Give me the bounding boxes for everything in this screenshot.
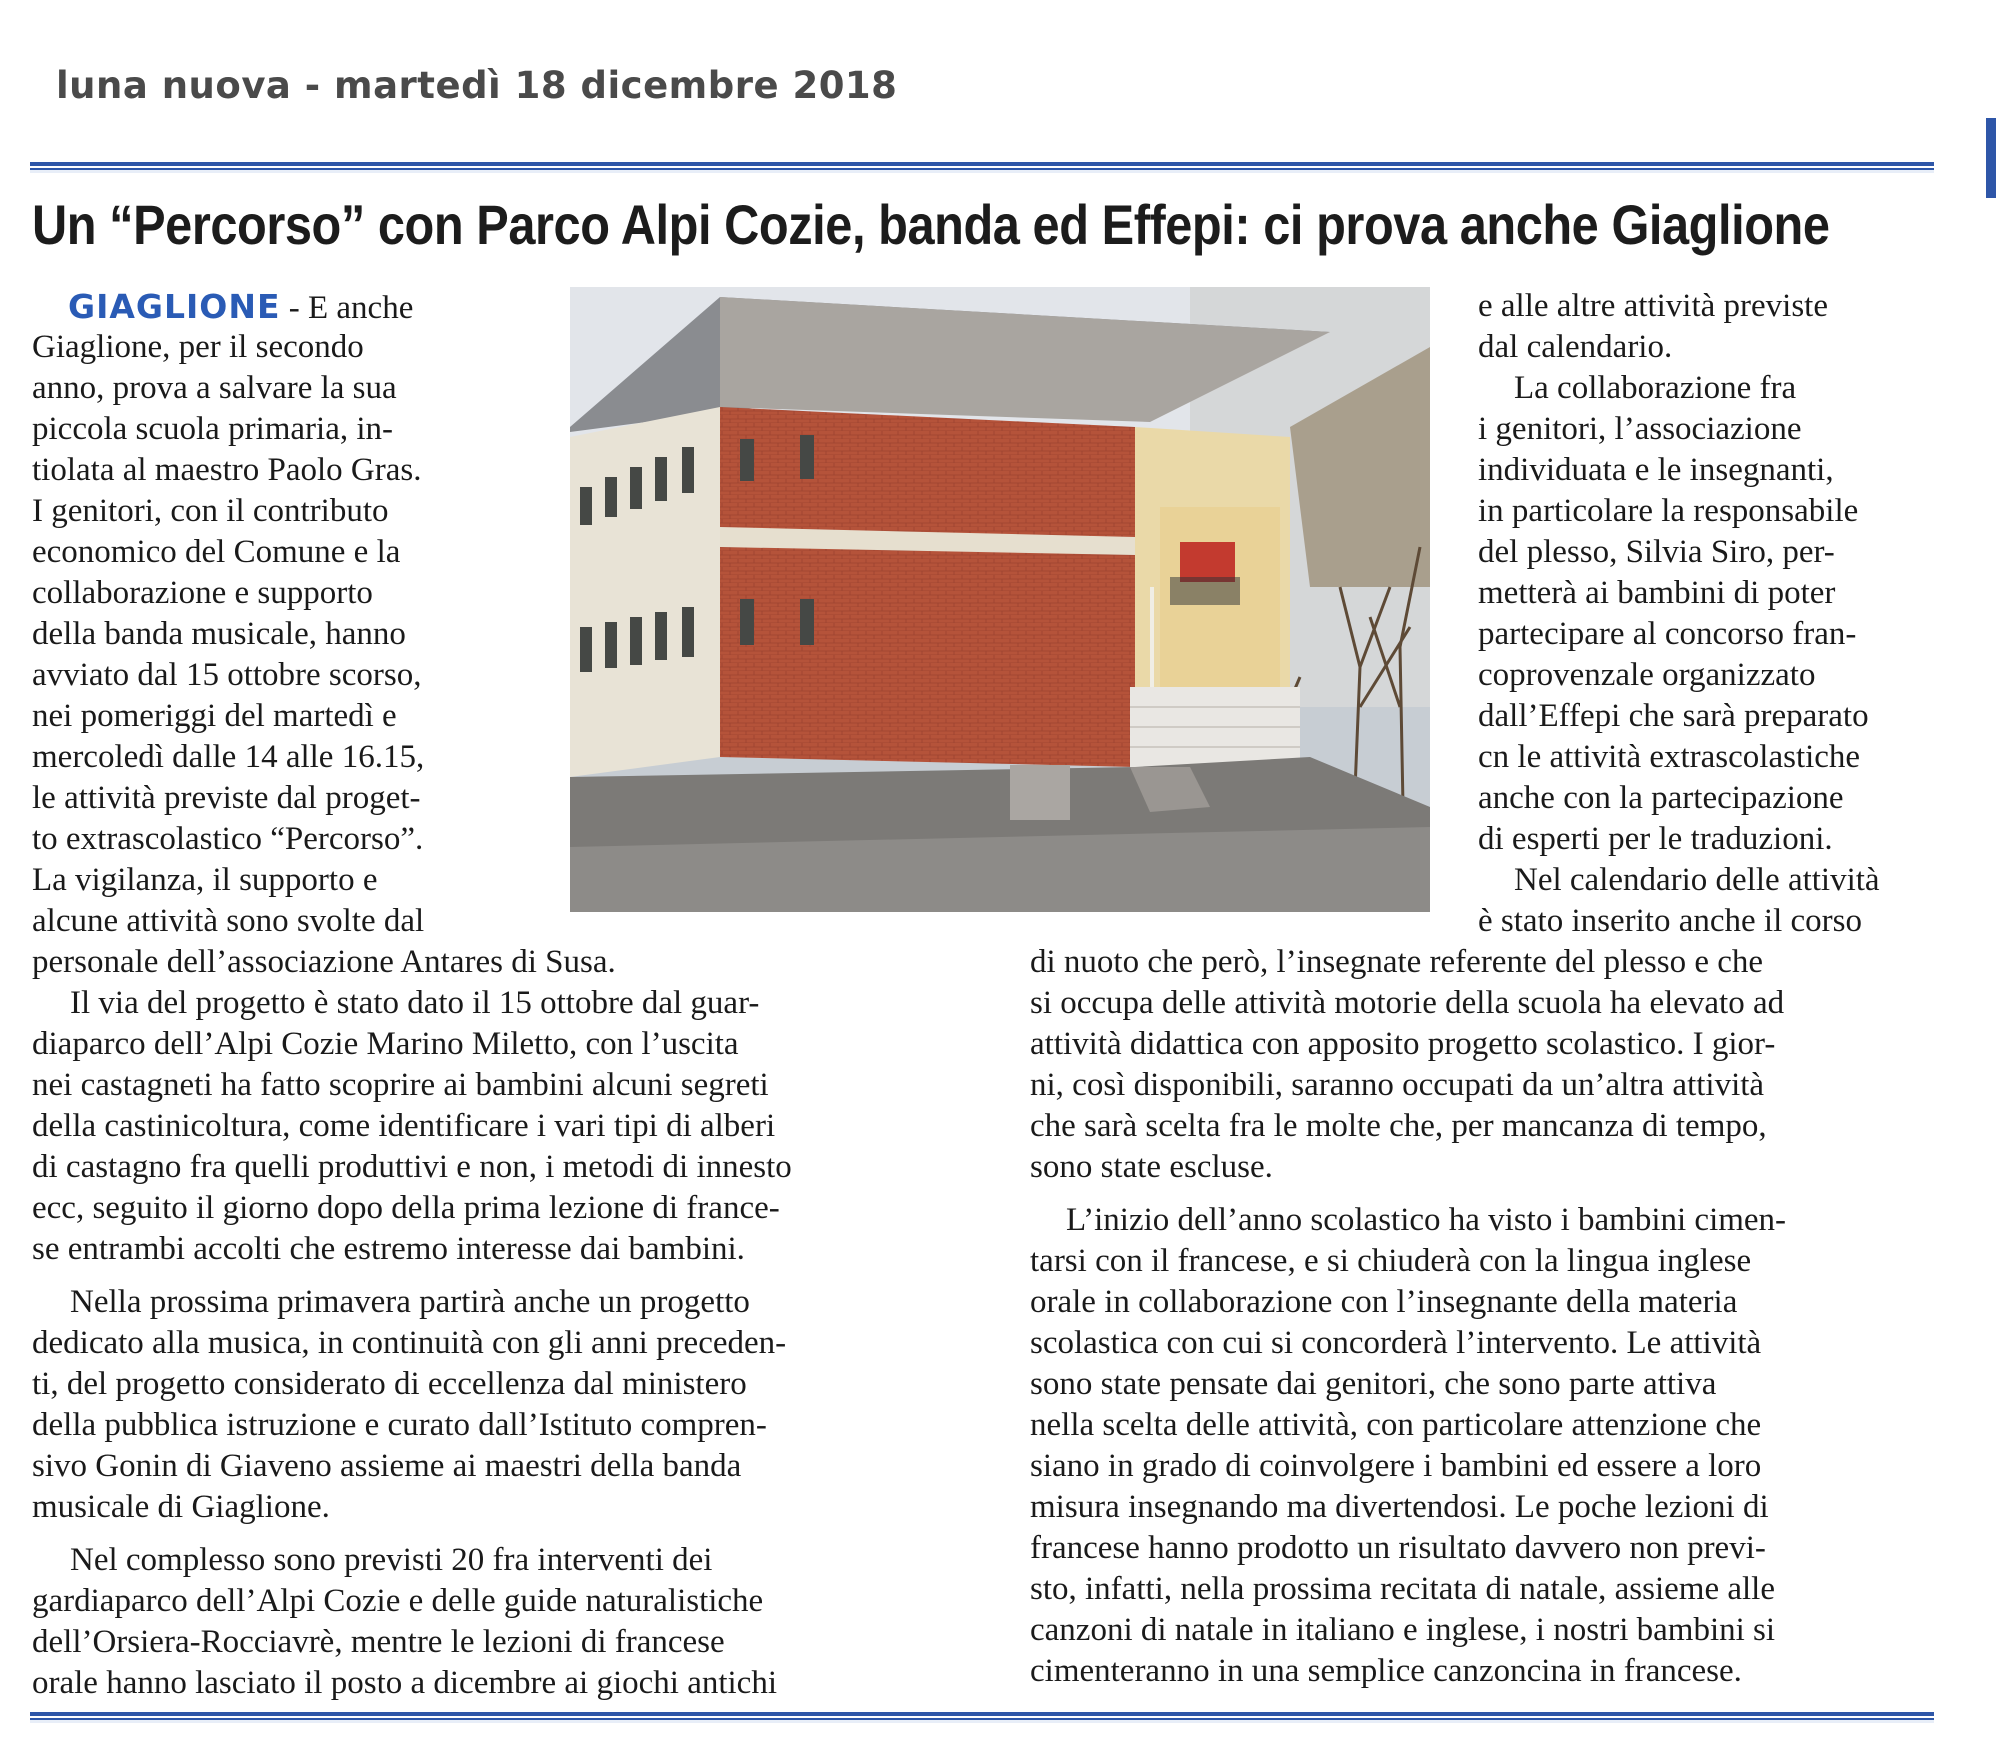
- text-line: avviato dal 15 ottobre scorso,: [32, 657, 422, 693]
- text-line: mercoledì dalle 14 alle 16.15,: [32, 739, 425, 775]
- text-line: personale dell’associazione Antares di Susa.: [32, 944, 616, 980]
- lead-first-line: [68, 286, 413, 329]
- text-line: cn le attività extrascolastiche: [1478, 739, 1861, 775]
- text-line: si occupa delle attività motorie della scuola ha elevato ad: [1030, 985, 1785, 1021]
- text-line: misura insegnando ma divertendosi. Le poche lezioni di: [1030, 1489, 1769, 1525]
- text-line: economico del Comune e la: [32, 534, 401, 570]
- text-line: è stato inserito anche il corso: [1478, 903, 1862, 939]
- text-line: collaborazione e supporto: [32, 575, 373, 611]
- text-line: attività didattica con apposito progetto scolastico. I gior-: [1030, 1026, 1776, 1062]
- text-line: individuata e le insegnanti,: [1478, 452, 1834, 488]
- text-line: Il via del progetto è stato dato il 15 ottobre dal guar-: [70, 985, 760, 1021]
- text-line: orale in collaborazione con l’insegnante della materia: [1030, 1284, 1738, 1320]
- text-line: alcune attività sono svolte dal: [32, 903, 425, 939]
- text-line: cimenteranno in una semplice canzoncina in francese.: [1030, 1653, 1742, 1689]
- text-line: le attività previste dal proget-: [32, 780, 421, 816]
- text-line: in particolare la responsabile: [1478, 493, 1859, 529]
- text-line: Giaglione, per il secondo: [32, 329, 364, 365]
- text-line: metterà ai bambini di poter: [1478, 575, 1836, 611]
- text-line: della castinicoltura, come identificare i vari tipi di alberi: [32, 1108, 776, 1144]
- text-line: Nel complesso sono previsti 20 fra interventi dei: [70, 1542, 713, 1578]
- school-building-illustration: [570, 287, 1430, 912]
- text-line: dell’Orsiera-Rocciavrè, mentre le lezioni di francese: [32, 1624, 725, 1660]
- text-line: dall’Effepi che sarà preparato: [1478, 698, 1869, 734]
- dateline: GIAGLIONE: [68, 287, 281, 326]
- text-line: ni, così disponibili, saranno occupati da un’altra attività: [1030, 1067, 1765, 1103]
- text-line: e alle altre attività previste: [1478, 288, 1828, 324]
- text-line: del plesso, Silvia Siro, per-: [1478, 534, 1835, 570]
- text-line: scolastica con cui si concorderà l’intervento. Le attività: [1030, 1325, 1762, 1361]
- text-line: di nuoto che però, l’insegnate referente del plesso e che: [1030, 944, 1764, 980]
- text-line: canzoni di natale in italiano e inglese, i nostri bambini si: [1030, 1612, 1776, 1648]
- text-line: orale hanno lasciato il posto a dicembre ai giochi antichi: [32, 1665, 777, 1701]
- text-line: sono state escluse.: [1030, 1149, 1273, 1185]
- text-line: i genitori, l’associazione: [1478, 411, 1802, 447]
- text-line: musicale di Giaglione.: [32, 1489, 330, 1525]
- text-line: tiolata al maestro Paolo Gras.: [32, 452, 422, 488]
- text-line: nei castagneti ha fatto scoprire ai bambini alcuni segreti: [32, 1067, 769, 1103]
- text-line: dedicato alla musica, in continuità con gli anni preceden-: [32, 1325, 787, 1361]
- text-line: nella scelta delle attività, con particolare attenzione che: [1030, 1407, 1762, 1443]
- text-line: L’inizio dell’anno scolastico ha visto i bambini cimen-: [1066, 1202, 1787, 1238]
- text-line: siano in grado di coinvolgere i bambini ed essere a loro: [1030, 1448, 1762, 1484]
- text-line: gardiaparco dell’Alpi Cozie e delle guide naturalistiche: [32, 1583, 764, 1619]
- text-line: La collaborazione fra: [1514, 370, 1797, 406]
- text-line: della banda musicale, hanno: [32, 616, 406, 652]
- text-line: ecc, seguito il giorno dopo della prima lezione di france-: [32, 1190, 780, 1226]
- text-line: sivo Gonin di Giaveno assieme ai maestri della banda: [32, 1448, 742, 1484]
- text-line: se entrambi accolti che estremo interesse dai bambini.: [32, 1231, 745, 1267]
- lead-text: - E anche: [280, 290, 414, 326]
- text-line: anno, prova a salvare la sua: [32, 370, 397, 406]
- text-line: dal calendario.: [1478, 329, 1673, 365]
- masthead: luna nuova - martedì 18 dicembre 2018: [56, 64, 898, 107]
- text-line: to extrascolastico “Percorso”.: [32, 821, 424, 857]
- text-line: della pubblica istruzione e curato dall’Istituto compren-: [32, 1407, 767, 1443]
- text-line: Nella prossima primavera partirà anche un progetto: [70, 1284, 750, 1320]
- text-line: francese hanno prodotto un risultato davvero non previ-: [1030, 1530, 1766, 1566]
- text-line: piccola scuola primaria, in-: [32, 411, 394, 447]
- bottom-rule: [30, 1712, 1934, 1723]
- text-line: anche con la partecipazione: [1478, 780, 1844, 816]
- text-line: La vigilanza, il supporto e: [32, 862, 378, 898]
- school-building-photo: [570, 287, 1430, 912]
- headline: Un “Percorso” con Parco Alpi Cozie, banda ed Effepi: ci prova anche Giaglione: [32, 193, 1830, 256]
- text-line: sto, infatti, nella prossima recitata di natale, assieme alle: [1030, 1571, 1775, 1607]
- text-line: sono state pensate dai genitori, che sono parte attiva: [1030, 1366, 1717, 1402]
- text-line: I genitori, con il contributo: [32, 493, 389, 529]
- text-line: coprovenzale organizzato: [1478, 657, 1816, 693]
- edge-marker: [1986, 118, 1996, 198]
- text-line: che sarà scelta fra le molte che, per mancanza di tempo,: [1030, 1108, 1767, 1144]
- text-line: tarsi con il francese, e si chiuderà con la lingua inglese: [1030, 1243, 1752, 1279]
- text-line: Nel calendario delle attività: [1514, 862, 1880, 898]
- top-rule: [30, 162, 1934, 173]
- text-line: diaparco dell’Alpi Cozie Marino Miletto, con l’uscita: [32, 1026, 739, 1062]
- text-line: partecipare al concorso fran-: [1478, 616, 1857, 652]
- text-line: nei pomeriggi del martedì e: [32, 698, 397, 734]
- text-line: ti, del progetto considerato di eccellenza dal ministero: [32, 1366, 747, 1402]
- text-line: di castagno fra quelli produttivi e non, i metodi di innesto: [32, 1149, 792, 1185]
- text-line: di esperti per le traduzioni.: [1478, 821, 1833, 857]
